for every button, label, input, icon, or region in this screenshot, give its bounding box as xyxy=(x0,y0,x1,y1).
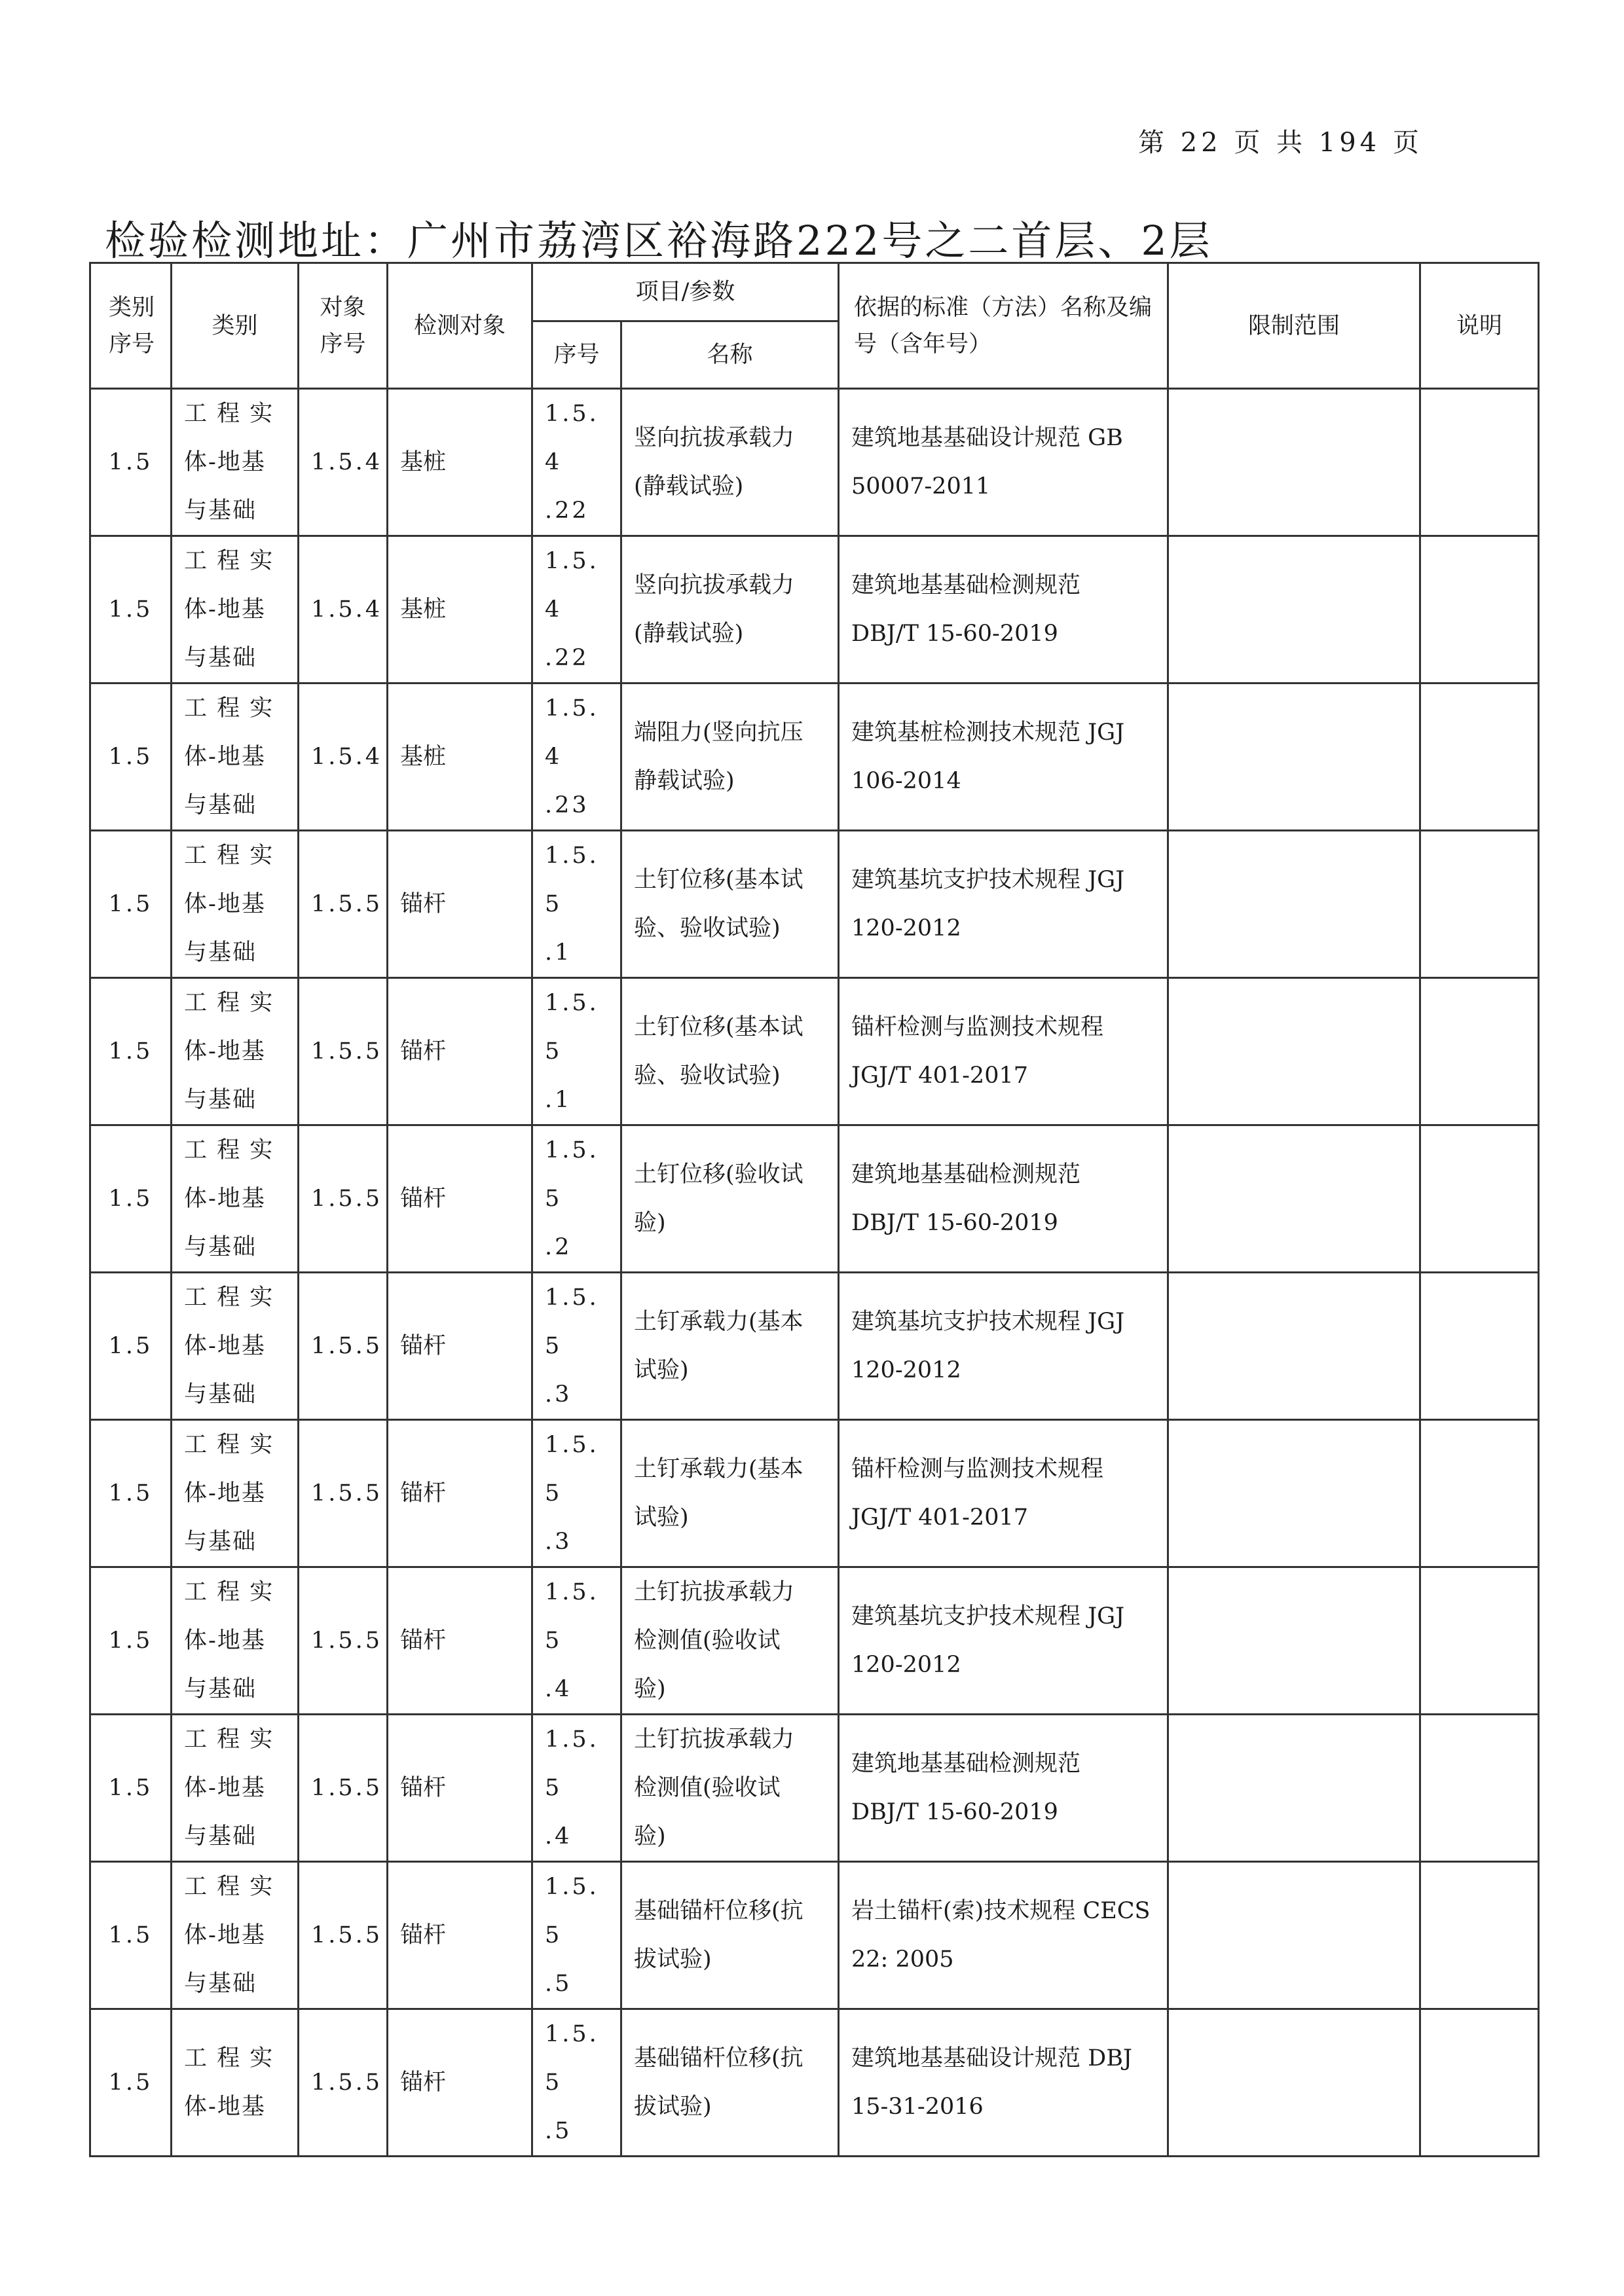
cell-item-name: 土钉位移(基本试 验、验收试验) xyxy=(621,831,839,978)
cell-item-name: 土钉承载力(基本 试验) xyxy=(621,1420,839,1567)
cell-limit xyxy=(1168,1862,1420,2009)
cell-remark xyxy=(1420,1420,1539,1567)
cell-item-name: 土钉抗拔承载力 检测值(验收试 验) xyxy=(621,1567,839,1715)
table-row xyxy=(90,1862,1539,2009)
cell-category-no: 1.5 xyxy=(90,389,172,536)
cell-remark xyxy=(1420,1125,1539,1273)
cell-category: 工 程 实 体-地基 与基础 xyxy=(172,1567,299,1715)
table-header xyxy=(90,263,1539,389)
cell-category-no: 1.5 xyxy=(90,1862,172,2009)
cell-item-no: 1.5.5 .2 xyxy=(532,1125,621,1273)
header-standard: 依据的标准（方法）名称及编号（含年号） xyxy=(839,263,1168,389)
scope-table xyxy=(89,262,1540,2157)
cell-object-no: 1.5.5 xyxy=(299,831,388,978)
cell-object-no: 1.5.4 xyxy=(299,683,388,831)
cell-item-no: 1.5.5 .4 xyxy=(532,1567,621,1715)
cell-standard: 锚杆检测与监测技术规程 JGJ/T 401-2017 xyxy=(839,978,1168,1125)
cell-category: 工 程 实 体-地基 与基础 xyxy=(172,978,299,1125)
cell-category: 工 程 实 体-地基 与基础 xyxy=(172,389,299,536)
cell-item-no: 1.5.4 .23 xyxy=(532,683,621,831)
cell-object: 锚杆 xyxy=(388,1567,532,1715)
cell-limit xyxy=(1168,2009,1420,2157)
cell-object: 基桩 xyxy=(388,683,532,831)
table-row xyxy=(90,1273,1539,1420)
table-row xyxy=(90,536,1539,683)
table-row xyxy=(90,1715,1539,1862)
cell-item-no: 1.5.5 .5 xyxy=(532,2009,621,2157)
cell-category-no: 1.5 xyxy=(90,2009,172,2157)
cell-object-no: 1.5.5 xyxy=(299,1567,388,1715)
cell-remark xyxy=(1420,978,1539,1125)
table-row xyxy=(90,1567,1539,1715)
cell-object: 基桩 xyxy=(388,536,532,683)
cell-limit xyxy=(1168,978,1420,1125)
header-item-param: 项目/参数 xyxy=(532,263,839,321)
cell-item-no: 1.5.5 .1 xyxy=(532,978,621,1125)
testing-address: 检验检测地址：广州市荔湾区裕海路222号之二首层、2层 xyxy=(105,217,1213,264)
cell-item-name: 土钉位移(验收试 验) xyxy=(621,1125,839,1273)
cell-object-no: 1.5.4 xyxy=(299,389,388,536)
cell-object-no: 1.5.5 xyxy=(299,978,388,1125)
cell-object: 锚杆 xyxy=(388,1715,532,1862)
cell-category: 工 程 实 体-地基 与基础 xyxy=(172,831,299,978)
table-row xyxy=(90,389,1539,536)
cell-category-no: 1.5 xyxy=(90,978,172,1125)
cell-standard: 建筑基桩检测技术规范 JGJ 106-2014 xyxy=(839,683,1168,831)
cell-item-name: 基础锚杆位移(抗 拔试验) xyxy=(621,2009,839,2157)
cell-standard: 建筑地基基础设计规范 GB 50007-2011 xyxy=(839,389,1168,536)
header-limit: 限制范围 xyxy=(1168,263,1420,389)
cell-category-no: 1.5 xyxy=(90,1567,172,1715)
cell-limit xyxy=(1168,1273,1420,1420)
cell-object: 锚杆 xyxy=(388,1420,532,1567)
cell-standard: 建筑地基基础检测规范 DBJ/T 15-60-2019 xyxy=(839,1715,1168,1862)
cell-item-no: 1.5.5 .3 xyxy=(532,1420,621,1567)
cell-category-no: 1.5 xyxy=(90,1125,172,1273)
cell-object: 锚杆 xyxy=(388,831,532,978)
cell-object: 基桩 xyxy=(388,389,532,536)
cell-item-name: 土钉抗拔承载力 检测值(验收试 验) xyxy=(621,1715,839,1862)
cell-object: 锚杆 xyxy=(388,1125,532,1273)
cell-category: 工 程 实 体-地基 与基础 xyxy=(172,683,299,831)
cell-object-no: 1.5.5 xyxy=(299,2009,388,2157)
cell-category: 工 程 实 体-地基 与基础 xyxy=(172,1715,299,1862)
cell-remark xyxy=(1420,536,1539,683)
cell-standard: 建筑地基基础设计规范 DBJ 15-31-2016 xyxy=(839,2009,1168,2157)
cell-category: 工 程 实 体-地基 xyxy=(172,2009,299,2157)
header-item-no: 序号 xyxy=(532,321,621,389)
cell-remark xyxy=(1420,1862,1539,2009)
cell-remark xyxy=(1420,389,1539,536)
cell-item-no: 1.5.5 .4 xyxy=(532,1715,621,1862)
table-row xyxy=(90,1420,1539,1567)
cell-object-no: 1.5.5 xyxy=(299,1715,388,1862)
cell-category-no: 1.5 xyxy=(90,1420,172,1567)
table-row xyxy=(90,978,1539,1125)
cell-item-name: 端阻力(竖向抗压 静载试验) xyxy=(621,683,839,831)
table-row xyxy=(90,831,1539,978)
cell-category-no: 1.5 xyxy=(90,536,172,683)
cell-object-no: 1.5.5 xyxy=(299,1273,388,1420)
page-number: 第 22 页 共 194 页 xyxy=(1138,128,1423,158)
cell-category-no: 1.5 xyxy=(90,831,172,978)
cell-standard: 锚杆检测与监测技术规程 JGJ/T 401-2017 xyxy=(839,1420,1168,1567)
cell-standard: 建筑基坑支护技术规程 JGJ 120-2012 xyxy=(839,831,1168,978)
cell-item-no: 1.5.4 .22 xyxy=(532,536,621,683)
cell-item-name: 基础锚杆位移(抗 拔试验) xyxy=(621,1862,839,2009)
cell-category: 工 程 实 体-地基 与基础 xyxy=(172,1862,299,2009)
cell-category: 工 程 实 体-地基 与基础 xyxy=(172,1273,299,1420)
cell-standard: 建筑地基基础检测规范 DBJ/T 15-60-2019 xyxy=(839,536,1168,683)
cell-remark xyxy=(1420,1567,1539,1715)
cell-object-no: 1.5.5 xyxy=(299,1125,388,1273)
header-object: 检测对象 xyxy=(388,263,532,389)
cell-standard: 建筑地基基础检测规范 DBJ/T 15-60-2019 xyxy=(839,1125,1168,1273)
cell-standard: 岩土锚杆(索)技术规程 CECS 22: 2005 xyxy=(839,1862,1168,2009)
cell-item-no: 1.5.5 .1 xyxy=(532,831,621,978)
cell-limit xyxy=(1168,1420,1420,1567)
cell-category: 工 程 实 体-地基 与基础 xyxy=(172,1420,299,1567)
cell-object: 锚杆 xyxy=(388,1862,532,2009)
table-row xyxy=(90,2009,1539,2157)
cell-item-name: 土钉位移(基本试 验、验收试验) xyxy=(621,978,839,1125)
table-row xyxy=(90,1125,1539,1273)
header-item-name: 名称 xyxy=(621,321,839,389)
cell-remark xyxy=(1420,2009,1539,2157)
cell-category-no: 1.5 xyxy=(90,1273,172,1420)
header-remark: 说明 xyxy=(1420,263,1539,389)
header-category: 类别 xyxy=(172,263,299,389)
cell-category: 工 程 实 体-地基 与基础 xyxy=(172,1125,299,1273)
cell-item-no: 1.5.4 .22 xyxy=(532,389,621,536)
cell-limit xyxy=(1168,536,1420,683)
cell-limit xyxy=(1168,1567,1420,1715)
cell-standard: 建筑基坑支护技术规程 JGJ 120-2012 xyxy=(839,1567,1168,1715)
cell-category: 工 程 实 体-地基 与基础 xyxy=(172,536,299,683)
cell-standard: 建筑基坑支护技术规程 JGJ 120-2012 xyxy=(839,1273,1168,1420)
cell-item-name: 竖向抗拔承载力 (静载试验) xyxy=(621,536,839,683)
cell-item-no: 1.5.5 .5 xyxy=(532,1862,621,2009)
cell-category-no: 1.5 xyxy=(90,683,172,831)
header-category-no: 类别序号 xyxy=(90,263,172,389)
cell-remark xyxy=(1420,831,1539,978)
header-object-no: 对象序号 xyxy=(299,263,388,389)
cell-limit xyxy=(1168,1715,1420,1862)
cell-remark xyxy=(1420,683,1539,831)
cell-remark xyxy=(1420,1715,1539,1862)
cell-object-no: 1.5.4 xyxy=(299,536,388,683)
cell-limit xyxy=(1168,831,1420,978)
cell-category-no: 1.5 xyxy=(90,1715,172,1862)
cell-object-no: 1.5.5 xyxy=(299,1862,388,2009)
cell-remark xyxy=(1420,1273,1539,1420)
cell-object: 锚杆 xyxy=(388,1273,532,1420)
cell-limit xyxy=(1168,389,1420,536)
cell-limit xyxy=(1168,1125,1420,1273)
cell-item-name: 竖向抗拔承载力 (静载试验) xyxy=(621,389,839,536)
cell-item-name: 土钉承载力(基本 试验) xyxy=(621,1273,839,1420)
cell-item-no: 1.5.5 .3 xyxy=(532,1273,621,1420)
cell-object-no: 1.5.5 xyxy=(299,1420,388,1567)
cell-object: 锚杆 xyxy=(388,978,532,1125)
cell-limit xyxy=(1168,683,1420,831)
table-row xyxy=(90,683,1539,831)
cell-object: 锚杆 xyxy=(388,2009,532,2157)
